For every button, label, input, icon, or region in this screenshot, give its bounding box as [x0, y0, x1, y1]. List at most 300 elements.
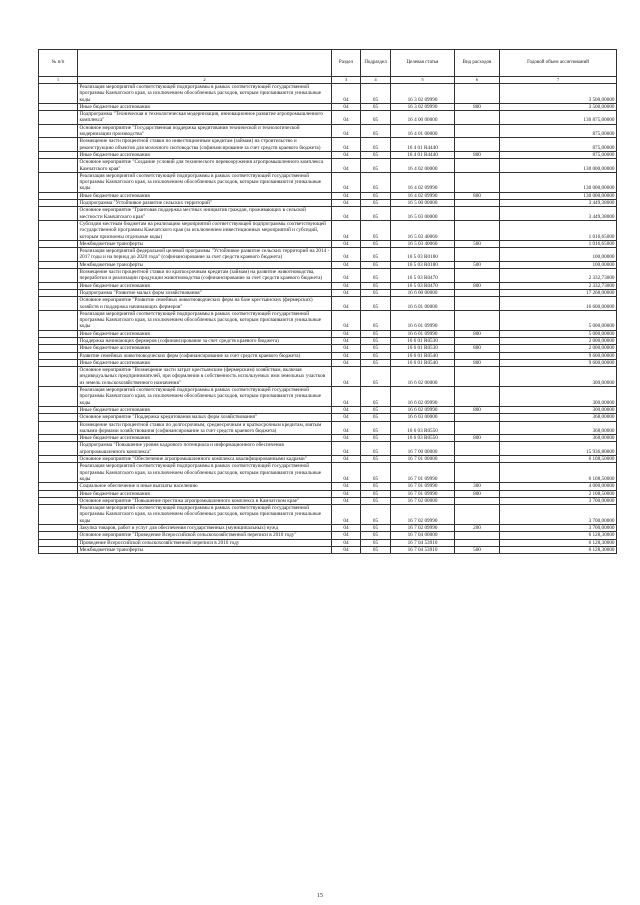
row-amount-cell: 3 449,38000: [500, 200, 617, 207]
row-name-cell: Развитие семейных животноводческих ферм (софинансирование за счет средств краевого бюджета): [78, 352, 332, 359]
row-expense-type-cell: 800: [455, 359, 500, 366]
row-expense-type-cell: [455, 337, 500, 344]
row-subsection-cell: 05: [361, 497, 391, 504]
row-name-cell: Иные бюджетные ассигнования: [78, 103, 332, 110]
table-row: [39, 463, 617, 483]
row-name-cell: Подпрограмма "Техническая и технологическая модернизация, инновационное развитие агропромышленного комплекса": [78, 111, 332, 125]
row-expense-type-cell: [455, 248, 500, 262]
row-section-cell: 04: [332, 367, 361, 387]
row-subsection-cell: 05: [361, 367, 391, 387]
row-expense-type-cell: 800: [455, 435, 500, 442]
table-row: [39, 111, 617, 125]
row-target-item-cell: 16 4 02 09990: [391, 172, 455, 192]
row-number-cell: [39, 330, 78, 337]
row-section-cell: 04: [332, 387, 361, 407]
row-subsection-cell: 05: [361, 442, 391, 456]
row-section-cell: 04: [332, 442, 361, 456]
row-target-item-cell: 16 7 01 09990: [391, 490, 455, 497]
table-row: [39, 297, 617, 311]
row-expense-type-cell: [455, 497, 500, 504]
row-name-cell: Иные бюджетные ассигнования: [78, 151, 332, 158]
row-expense-type-cell: 800: [455, 406, 500, 413]
table-row: [39, 200, 617, 207]
row-subsection-cell: 05: [361, 490, 391, 497]
row-name-cell: Возмещение части процентной ставки по краткосрочным кредитам (займам) на развитие животноводства, переработки и реализации продукции животноводства (софинансирование за счет средств краевого бюджета): [78, 269, 332, 283]
row-section-cell: 04: [332, 111, 361, 125]
row-amount-cell: 9 600,00000: [500, 359, 617, 366]
row-name-cell: Основное мероприятие "Возмещение части затрат крестьянским (фермерским) хозяйствам, включая индивидуальных предпринимателей, при оформлении в собственность используемых ими земельных участков из земель сельскохозяйственного назначения": [78, 367, 332, 387]
row-number-cell: [39, 352, 78, 359]
column-number: 6: [455, 77, 500, 84]
table-row: [39, 532, 617, 539]
row-amount-cell: 875,00000: [500, 138, 617, 152]
row-name-cell: Иные бюджетные ассигнования: [78, 490, 332, 497]
row-number-cell: [39, 505, 78, 525]
row-expense-type-cell: [455, 456, 500, 463]
row-amount-cell: 130 875,00000: [500, 111, 617, 125]
row-number-cell: [39, 248, 78, 262]
column-number: 4: [361, 77, 391, 84]
row-number-cell: [39, 337, 78, 344]
row-subsection-cell: 05: [361, 172, 391, 192]
row-section-cell: 04: [332, 435, 361, 442]
row-amount-cell: 6 108,50000: [500, 463, 617, 483]
table-row: [39, 490, 617, 497]
row-number-cell: [39, 84, 78, 104]
row-number-cell: [39, 310, 78, 330]
row-amount-cell: 130 000,00000: [500, 192, 617, 199]
row-target-item-cell: 16 5 03 40060: [391, 220, 455, 240]
row-amount-cell: 300,00000: [500, 406, 617, 413]
row-amount-cell: 3 700,00000: [500, 505, 617, 525]
row-number-cell: [39, 463, 78, 483]
row-section-cell: 04: [332, 456, 361, 463]
row-amount-cell: 300,00000: [500, 387, 617, 407]
row-name-cell: Иные бюджетные ассигнования: [78, 345, 332, 352]
row-target-item-cell: 16 6 01 00000: [391, 297, 455, 311]
row-subsection-cell: 05: [361, 456, 391, 463]
row-target-item-cell: 16 6 03 R0550: [391, 421, 455, 435]
row-target-item-cell: 16 5 03 40060: [391, 240, 455, 247]
row-amount-cell: 17 268,00000: [500, 289, 617, 296]
row-name-cell: Подпрограмма "Устойчивое развитие сельских территорий": [78, 200, 332, 207]
row-amount-cell: 2 332,73000: [500, 269, 617, 283]
row-name-cell: Иные бюджетные ассигнования: [78, 192, 332, 199]
row-number-cell: [39, 261, 78, 268]
table-row: [39, 387, 617, 407]
row-subsection-cell: 05: [361, 200, 391, 207]
row-section-cell: 04: [332, 172, 361, 192]
row-subsection-cell: 05: [361, 546, 391, 553]
table-row: [39, 138, 617, 152]
row-number-cell: [39, 490, 78, 497]
table-row: [39, 352, 617, 359]
row-target-item-cell: 16 7 00 00000: [391, 442, 455, 456]
row-amount-cell: 3 500,00000: [500, 84, 617, 104]
row-target-item-cell: 16 3 02 09990: [391, 84, 455, 104]
row-subsection-cell: 05: [361, 207, 391, 221]
row-number-cell: [39, 483, 78, 490]
row-name-cell: Реализация мероприятий соответствующей подпрограммы в рамках соответствующей государственной программы Камчатского края, за исключением обособленных расходов, которым присваиваются уникальные коды: [78, 172, 332, 192]
row-target-item-cell: 16 6 01 R0530: [391, 345, 455, 352]
row-target-item-cell: 16 6 01 R0540: [391, 352, 455, 359]
row-number-cell: [39, 442, 78, 456]
column-number: 1: [39, 77, 78, 84]
row-name-cell: Иные бюджетные ассигнования: [78, 282, 332, 289]
row-subsection-cell: 05: [361, 352, 391, 359]
row-name-cell: Основное мероприятие "Поддержка кредитования малых форм хозяйствования": [78, 414, 332, 421]
row-number-cell: [39, 103, 78, 110]
row-target-item-cell: 16 4 01 R4440: [391, 151, 455, 158]
row-section-cell: 04: [332, 297, 361, 311]
table-row: [39, 220, 617, 240]
row-name-cell: Иные бюджетные ассигнования: [78, 330, 332, 337]
row-subsection-cell: 05: [361, 387, 391, 407]
row-name-cell: Основное мероприятие "Проведение Всероссийской сельскохозяйственной переписи в 2016 году": [78, 532, 332, 539]
budget-allocation-table: [38, 49, 617, 554]
row-target-item-cell: 16 5 03 R0470: [391, 269, 455, 283]
row-expense-type-cell: [455, 289, 500, 296]
row-name-cell: Основное мероприятие "Создание условий для технического перевооружения агропромышленного комплекса Камчатского края": [78, 159, 332, 173]
table-row: [39, 282, 617, 289]
table-row: [39, 289, 617, 296]
row-number-cell: [39, 172, 78, 192]
table-row: [39, 207, 617, 221]
row-target-item-cell: 16 4 00 00000: [391, 111, 455, 125]
row-subsection-cell: 05: [361, 248, 391, 262]
row-number-cell: [39, 192, 78, 199]
row-amount-cell: 6 108,50000: [500, 456, 617, 463]
row-section-cell: 04: [332, 483, 361, 490]
table-row: [39, 337, 617, 344]
header-annual-amount: Годовой объем ассигнований: [500, 50, 617, 77]
row-amount-cell: 1 016,65000: [500, 240, 617, 247]
table-row: [39, 172, 617, 192]
row-target-item-cell: 16 7 04 53910: [391, 546, 455, 553]
row-amount-cell: 3 700,00000: [500, 497, 617, 504]
row-subsection-cell: 05: [361, 111, 391, 125]
row-expense-type-cell: [455, 138, 500, 152]
row-target-item-cell: 16 6 03 00000: [391, 414, 455, 421]
row-subsection-cell: 05: [361, 192, 391, 199]
row-subsection-cell: 05: [361, 421, 391, 435]
table-body: [39, 84, 617, 554]
table-header-row: [39, 50, 617, 77]
row-target-item-cell: 16 5 03 R0470: [391, 282, 455, 289]
row-subsection-cell: 05: [361, 297, 391, 311]
row-expense-type-cell: [455, 367, 500, 387]
row-subsection-cell: 05: [361, 539, 391, 546]
row-number-cell: [39, 546, 78, 553]
row-section-cell: 04: [332, 539, 361, 546]
column-number: 2: [78, 77, 332, 84]
row-expense-type-cell: [455, 207, 500, 221]
row-subsection-cell: 05: [361, 261, 391, 268]
row-number-cell: [39, 359, 78, 366]
row-amount-cell: 4 000,00000: [500, 483, 617, 490]
column-number-row: [39, 77, 617, 84]
row-subsection-cell: 05: [361, 310, 391, 330]
row-number-cell: [39, 220, 78, 240]
row-number-cell: [39, 406, 78, 413]
row-subsection-cell: 05: [361, 414, 391, 421]
table-row: [39, 345, 617, 352]
row-name-cell: Закупка товаров, работ и услуг для обеспечения государственных (муниципальных) нужд: [78, 525, 332, 532]
row-number-cell: [39, 532, 78, 539]
row-target-item-cell: 16 7 02 00000: [391, 497, 455, 504]
row-subsection-cell: 05: [361, 330, 391, 337]
row-target-item-cell: 16 7 01 09990: [391, 463, 455, 483]
row-number-cell: [39, 151, 78, 158]
row-subsection-cell: 05: [361, 525, 391, 532]
row-amount-cell: 6 128,30000: [500, 539, 617, 546]
row-target-item-cell: 16 6 02 00000: [391, 367, 455, 387]
row-name-cell: Иные бюджетные ассигнования: [78, 406, 332, 413]
row-section-cell: 04: [332, 497, 361, 504]
row-name-cell: Межбюджетные трансферты: [78, 546, 332, 553]
header-number: № п/п: [39, 50, 78, 77]
row-expense-type-cell: [455, 310, 500, 330]
row-section-cell: 04: [332, 84, 361, 104]
row-amount-cell: 6 128,30000: [500, 546, 617, 553]
row-target-item-cell: 16 5 03 00000: [391, 207, 455, 221]
table-row: [39, 483, 617, 490]
row-name-cell: Субсидии местным бюджетам на реализацию мероприятий соответствующей подпрограммы соответствующей государственной программы Камчатского края (за исключением инвестиционных мероприятий и субсидий, которым присвоены отдельные коды): [78, 220, 332, 240]
row-name-cell: Основное мероприятие "Грантовая поддержка местных инициатив граждан, проживающих в сельской местности Камчатского края": [78, 207, 332, 221]
row-amount-cell: 875,00000: [500, 151, 617, 158]
row-expense-type-cell: [455, 124, 500, 138]
row-expense-type-cell: [455, 387, 500, 407]
row-section-cell: 04: [332, 103, 361, 110]
budget-table-sheet: [38, 49, 616, 554]
row-section-cell: 04: [332, 124, 361, 138]
row-target-item-cell: 16 6 01 09990: [391, 330, 455, 337]
header-section: Раздел: [332, 50, 361, 77]
row-expense-type-cell: 800: [455, 282, 500, 289]
row-section-cell: 04: [332, 345, 361, 352]
row-section-cell: 04: [332, 240, 361, 247]
row-expense-type-cell: [455, 159, 500, 173]
row-target-item-cell: 16 6 01 R0540: [391, 359, 455, 366]
row-target-item-cell: 16 4 02 00000: [391, 159, 455, 173]
table-row: [39, 151, 617, 158]
row-section-cell: 04: [332, 330, 361, 337]
row-name-cell: Иные бюджетные ассигнования: [78, 435, 332, 442]
row-number-cell: [39, 497, 78, 504]
row-section-cell: 04: [332, 532, 361, 539]
row-number-cell: [39, 345, 78, 352]
row-target-item-cell: 16 6 02 09990: [391, 406, 455, 413]
row-number-cell: [39, 289, 78, 296]
row-number-cell: [39, 240, 78, 247]
row-section-cell: 04: [332, 463, 361, 483]
table-row: [39, 192, 617, 199]
row-target-item-cell: 16 7 02 09990: [391, 505, 455, 525]
row-target-item-cell: 16 7 04 00000: [391, 532, 455, 539]
row-name-cell: Реализация мероприятий соответствующей подпрограммы в рамках соответствующей государственной программы Камчатского края, за исключением обособленных расходов, которым присваиваются уникальные коды: [78, 505, 332, 525]
row-target-item-cell: 16 7 02 09990: [391, 525, 455, 532]
row-subsection-cell: 05: [361, 337, 391, 344]
table-row: [39, 525, 617, 532]
row-target-item-cell: 16 3 02 09990: [391, 103, 455, 110]
table-row: [39, 539, 617, 546]
row-name-cell: Реализация мероприятий соответствующей подпрограммы в рамках соответствующей государственной программы Камчатского края, за исключением обособленных расходов, которым присваиваются уникальные коды: [78, 310, 332, 330]
table-row: [39, 159, 617, 173]
row-target-item-cell: 16 7 04 53910: [391, 539, 455, 546]
row-number-cell: [39, 539, 78, 546]
row-number-cell: [39, 200, 78, 207]
row-amount-cell: 2 108,50000: [500, 490, 617, 497]
row-name-cell: Реализация мероприятий соответствующей подпрограммы в рамках соответствующей государственной программы Камчатского края, за исключением обособленных расходов, которым присваиваются уникальные коды: [78, 84, 332, 104]
row-name-cell: Реализация мероприятий федеральной целевой программы "Устойчивое развитие сельских территорий на 2014 - 2017 годы и на период до 2020 года" (софинансирование за счет средств краевого бюджета): [78, 248, 332, 262]
row-subsection-cell: 05: [361, 282, 391, 289]
row-target-item-cell: 16 6 02 09990: [391, 387, 455, 407]
row-name-cell: Возмещение части процентной ставки по долгосрочным, среднесрочным и краткосрочным кредитам, взятым малыми формами хозяйствования (софинансирование за счет средств краевого бюджета): [78, 421, 332, 435]
row-expense-type-cell: [455, 220, 500, 240]
table-row: [39, 505, 617, 525]
header-target-item: Целевая статья: [391, 50, 455, 77]
row-amount-cell: 300,00000: [500, 367, 617, 387]
row-subsection-cell: 05: [361, 159, 391, 173]
table-row: [39, 103, 617, 110]
row-target-item-cell: 16 4 02 09990: [391, 192, 455, 199]
row-section-cell: 04: [332, 138, 361, 152]
row-name-cell: Подпрограмма "Повышение уровня кадрового потенциала и информационного обеспечения агропромышленного комплекса": [78, 442, 332, 456]
table-row: [39, 546, 617, 553]
row-amount-cell: 5 000,00000: [500, 310, 617, 330]
row-number-cell: [39, 525, 78, 532]
row-amount-cell: 100,00000: [500, 261, 617, 268]
row-expense-type-cell: [455, 200, 500, 207]
table-row: [39, 269, 617, 283]
row-expense-type-cell: [455, 442, 500, 456]
row-name-cell: Реализация мероприятий соответствующей подпрограммы в рамках соответствующей государственной программы Камчатского края, за исключением обособленных расходов, которым присваиваются уникальные коды: [78, 387, 332, 407]
row-amount-cell: 5 000,00000: [500, 330, 617, 337]
row-subsection-cell: 05: [361, 435, 391, 442]
row-number-cell: [39, 111, 78, 125]
row-subsection-cell: 05: [361, 240, 391, 247]
column-number: 5: [391, 77, 455, 84]
row-subsection-cell: 05: [361, 269, 391, 283]
row-expense-type-cell: 800: [455, 103, 500, 110]
row-subsection-cell: 05: [361, 345, 391, 352]
row-expense-type-cell: 800: [455, 345, 500, 352]
row-expense-type-cell: 800: [455, 151, 500, 158]
row-name-cell: Реализация мероприятий соответствующей подпрограммы в рамках соответствующей государственной программы Камчатского края, за исключением обособленных расходов, которым присваиваются уникальные коды: [78, 463, 332, 483]
row-name-cell: Поддержка начинающих фермеров (софинансирование за счет средств краевого бюджета): [78, 337, 332, 344]
row-target-item-cell: 16 5 00 00000: [391, 200, 455, 207]
header-name: [78, 50, 332, 77]
row-expense-type-cell: 500: [455, 261, 500, 268]
table-row: [39, 359, 617, 366]
row-expense-type-cell: [455, 505, 500, 525]
table-row: [39, 406, 617, 413]
row-section-cell: 04: [332, 546, 361, 553]
row-target-item-cell: 16 6 01 09990: [391, 310, 455, 330]
table-row: [39, 421, 617, 435]
row-section-cell: 04: [332, 414, 361, 421]
row-target-item-cell: 16 7 01 00000: [391, 456, 455, 463]
table-row: [39, 240, 617, 247]
row-name-cell: Межбюджетные трансферты: [78, 261, 332, 268]
row-name-cell: Основное мероприятие "Развитие семейных животноводческих ферм на базе крестьянских (фермерских) хозяйств и поддержка начинающих фермеров": [78, 297, 332, 311]
row-subsection-cell: 05: [361, 463, 391, 483]
row-subsection-cell: 05: [361, 220, 391, 240]
row-section-cell: 04: [332, 220, 361, 240]
row-subsection-cell: 05: [361, 103, 391, 110]
table-row: [39, 414, 617, 421]
row-section-cell: 04: [332, 352, 361, 359]
row-amount-cell: 16 600,00000: [500, 297, 617, 311]
row-section-cell: 04: [332, 359, 361, 366]
row-expense-type-cell: [455, 539, 500, 546]
row-expense-type-cell: [455, 421, 500, 435]
row-name-cell: Основное мероприятие "Повышение престижа агропромышленного комплекса в Камчатском крае": [78, 497, 332, 504]
row-name-cell: Основное мероприятие "Обеспечение агропромышленного комплекса квалифицированными кадрами": [78, 456, 332, 463]
row-name-cell: Иные бюджетные ассигнования: [78, 359, 332, 366]
row-number-cell: [39, 269, 78, 283]
row-amount-cell: 100,00000: [500, 248, 617, 262]
row-amount-cell: 3 700,00000: [500, 525, 617, 532]
row-expense-type-cell: 800: [455, 192, 500, 199]
row-subsection-cell: 05: [361, 406, 391, 413]
row-number-cell: [39, 282, 78, 289]
row-number-cell: [39, 435, 78, 442]
row-expense-type-cell: [455, 269, 500, 283]
row-amount-cell: 368,00000: [500, 421, 617, 435]
table-row: [39, 310, 617, 330]
row-section-cell: 04: [332, 151, 361, 158]
row-subsection-cell: 05: [361, 359, 391, 366]
row-number-cell: [39, 297, 78, 311]
column-number: 3: [332, 77, 361, 84]
row-target-item-cell: 16 6 03 R0550: [391, 435, 455, 442]
row-section-cell: 04: [332, 406, 361, 413]
table-row: [39, 497, 617, 504]
table-row: [39, 442, 617, 456]
table-row: [39, 435, 617, 442]
row-target-item-cell: 16 4 01 00000: [391, 124, 455, 138]
row-target-item-cell: 16 6 01 R0530: [391, 337, 455, 344]
row-expense-type-cell: [455, 532, 500, 539]
row-amount-cell: 130 000,00000: [500, 159, 617, 173]
row-number-cell: [39, 421, 78, 435]
row-expense-type-cell: 500: [455, 240, 500, 247]
row-amount-cell: 3 449,38000: [500, 207, 617, 221]
row-expense-type-cell: [455, 297, 500, 311]
row-number-cell: [39, 159, 78, 173]
row-number-cell: [39, 414, 78, 421]
row-number-cell: [39, 124, 78, 138]
row-amount-cell: 2 000,00000: [500, 345, 617, 352]
row-subsection-cell: 05: [361, 84, 391, 104]
row-section-cell: 04: [332, 490, 361, 497]
row-subsection-cell: 05: [361, 483, 391, 490]
page-number: 15: [317, 893, 323, 899]
row-expense-type-cell: 500: [455, 546, 500, 553]
row-target-item-cell: 16 5 03 R0180: [391, 248, 455, 262]
row-amount-cell: 368,00000: [500, 435, 617, 442]
column-number: 7: [500, 77, 617, 84]
table-row: [39, 124, 617, 138]
row-name-cell: Подпрограмма "Развитие малых форм хозяйствования": [78, 289, 332, 296]
row-number-cell: [39, 367, 78, 387]
row-expense-type-cell: 200: [455, 525, 500, 532]
row-amount-cell: 368,00000: [500, 414, 617, 421]
table-row: [39, 456, 617, 463]
row-number-cell: [39, 138, 78, 152]
row-target-item-cell: 16 5 03 R0180: [391, 261, 455, 268]
